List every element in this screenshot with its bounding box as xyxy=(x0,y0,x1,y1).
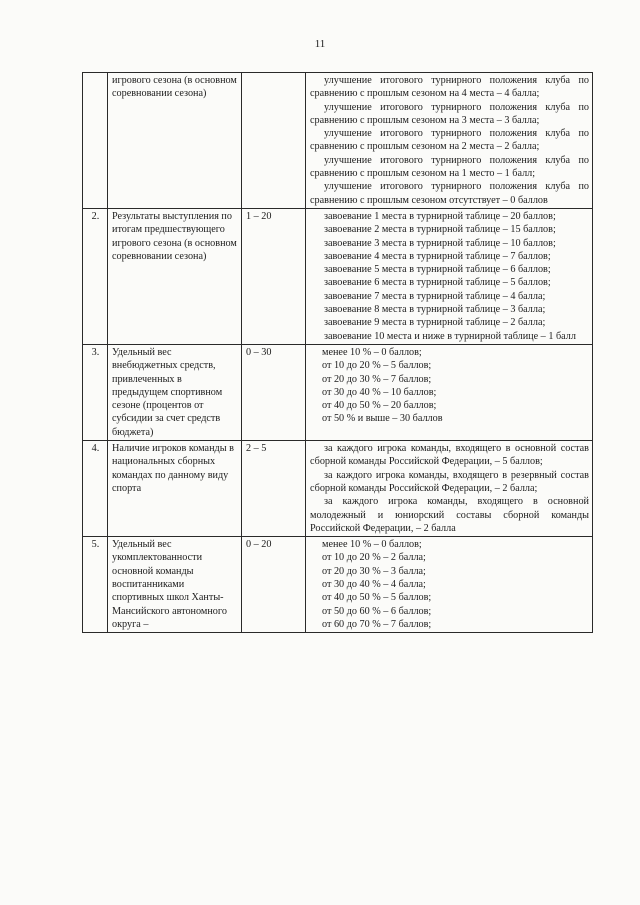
description-line: завоевание 2 места в турнирной таблице – 15 баллов; xyxy=(324,224,556,236)
description-line: завоевание 1 места в турнирной таблице – 20 баллов; xyxy=(324,210,556,222)
description-line: завоевание 5 места в турнирной таблице – 6 баллов; xyxy=(324,264,551,276)
description-line: от 10 до 20 % – 2 балла; xyxy=(322,552,426,564)
description-line: за каждого игрока команды, входящего в основной молодежный и юниорский составы сборной команды Российской Федерации, – 2 балла xyxy=(310,496,589,534)
description-line: менее 10 % – 0 баллов; xyxy=(322,346,422,358)
description-line: улучшение итогового турнирного положения клуба по сравнению с прошлым сезоном отсутствует – 0 баллов xyxy=(310,181,589,206)
description-line: за каждого игрока команды, входящего в основной состав сборной команды Российской Федерации, – 5 баллов; xyxy=(310,443,589,468)
description-line: улучшение итогового турнирного положения клуба по сравнению с прошлым сезоном на 1 место – 1 балл; xyxy=(310,154,589,180)
description-line: от 10 до 20 % – 5 баллов; xyxy=(322,360,432,372)
points-range: 0 – 30 xyxy=(242,344,306,440)
table-row xyxy=(83,537,593,633)
criterion-name: Результаты выступления по итогам предшествующего игрового сезона (в основном соревновании сезона) xyxy=(108,208,242,344)
description-line: улучшение итогового турнирного положения клуба по сравнению с прошлым сезоном на 2 места – 2 балла; xyxy=(310,128,589,153)
description-line: улучшение итогового турнирного положения клуба по сравнению с прошлым сезоном на 4 места – 4 балла; xyxy=(310,75,589,100)
criterion-description xyxy=(306,73,593,209)
description-line: от 40 до 50 % – 20 баллов; xyxy=(322,400,437,412)
description-line: завоевание 7 места в турнирной таблице – 4 балла; xyxy=(324,290,546,302)
description-line: от 60 до 70 % – 7 баллов; xyxy=(322,618,432,630)
row-number: 3. xyxy=(83,344,108,440)
criterion-description xyxy=(306,537,593,633)
description-line: завоевание 3 места в турнирной таблице – 10 баллов; xyxy=(324,237,556,249)
table-row xyxy=(83,344,593,440)
description-line: менее 10 % – 0 баллов; xyxy=(322,539,422,551)
description-line: от 50 % и выше – 30 баллов xyxy=(322,413,443,425)
description-line: от 50 до 60 % – 6 баллов; xyxy=(322,605,432,617)
table-row xyxy=(83,441,593,537)
criterion-name: Удельный вес укомплектованности основной команды воспитанниками спортивных школ Ханты-Мансийского автономного округа – xyxy=(108,537,242,633)
description-line: завоевание 10 места и ниже в турнирной таблице – 1 балл xyxy=(324,330,576,342)
row-number xyxy=(83,73,108,209)
description-line: завоевание 8 места в турнирной таблице – 3 балла; xyxy=(324,304,546,316)
description-line: от 30 до 40 % – 10 баллов; xyxy=(322,386,437,398)
points-range xyxy=(242,73,306,209)
description-line: от 30 до 40 % – 4 балла; xyxy=(322,578,426,590)
page-number: 11 xyxy=(314,38,326,50)
description-line: от 20 до 30 % – 7 баллов; xyxy=(322,373,432,385)
points-range: 0 – 20 xyxy=(242,537,306,633)
description-line: от 20 до 30 % – 3 балла; xyxy=(322,565,426,577)
row-number: 5. xyxy=(83,537,108,633)
description-line: улучшение итогового турнирного положения клуба по сравнению с прошлым сезоном на 3 места – 3 балла; xyxy=(310,101,589,126)
criterion-description xyxy=(306,441,593,537)
table-row xyxy=(83,208,593,344)
row-number: 4. xyxy=(83,441,108,537)
criterion-name: Наличие игроков команды в национальных сборных командах по данному виду спорта xyxy=(108,441,242,537)
criteria-table xyxy=(82,72,593,633)
description-line: от 40 до 50 % – 5 баллов; xyxy=(322,592,432,604)
description-line: завоевание 6 места в турнирной таблице – 5 баллов; xyxy=(324,277,551,289)
description-line: завоевание 4 места в турнирной таблице – 7 баллов; xyxy=(324,250,551,262)
criterion-description xyxy=(306,344,593,440)
criterion-name: игрового сезона (в основном соревновании сезона) xyxy=(108,73,242,209)
table-row xyxy=(83,73,593,209)
description-line: за каждого игрока команды, входящего в резервный состав сборной команды Российской Федерации, – 2 балла; xyxy=(310,469,589,494)
criterion-name: Удельный вес внебюджетных средств, привлеченных в предыдущем спортивном сезоне (процентов от субсидии за счет средств бюджета) xyxy=(108,344,242,440)
row-number: 2. xyxy=(83,208,108,344)
points-range: 2 – 5 xyxy=(242,441,306,537)
criterion-description xyxy=(306,208,593,344)
description-line: завоевание 9 места в турнирной таблице – 2 балла; xyxy=(324,317,546,329)
points-range: 1 – 20 xyxy=(242,208,306,344)
